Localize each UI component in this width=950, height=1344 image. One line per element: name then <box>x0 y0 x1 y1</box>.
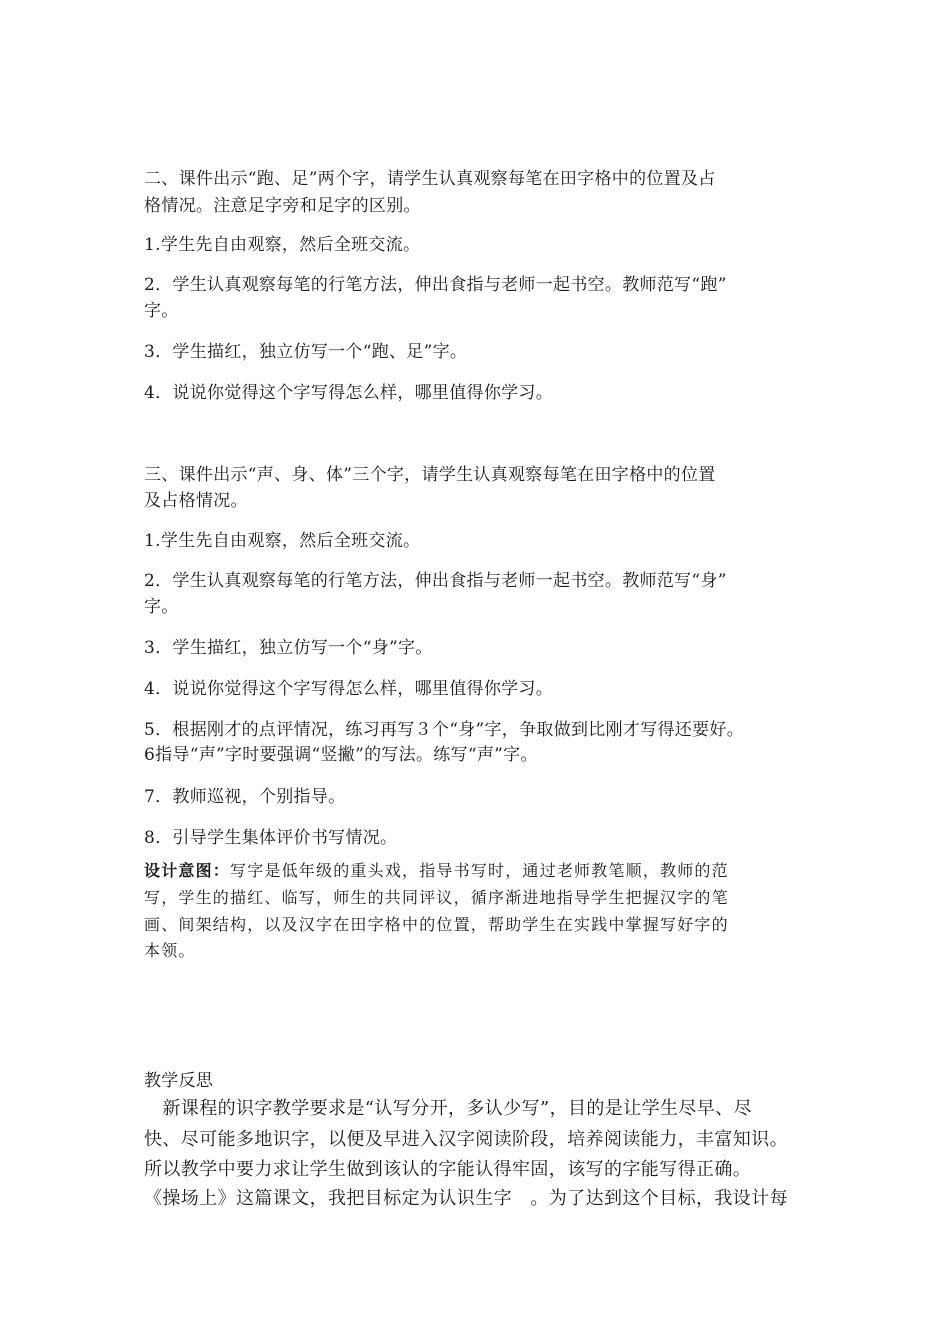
section3-item-6: 6指导“声”字时要强调“竖撇”的写法。练写“声”字。 <box>144 745 538 765</box>
section2-item-1: 1.学生先自由观察，然后全班交流。 <box>144 235 421 255</box>
section2-item-2-line1: 2．学生认真观察每笔的行笔方法，伸出食指与老师一起书空。教师范写“跑” <box>144 275 727 295</box>
section2-heading-line1: 二、课件出示“跑、足”两个字，请学生认真观察每笔在田字格中的位置及占 <box>144 169 716 189</box>
design-intent-label: 设计意图： <box>144 861 231 880</box>
section3-item-4: 4．说说你觉得这个字写得怎么样，哪里值得你学习。 <box>144 679 554 699</box>
design-intent-text-line1: 写字是低年级的重头戏，指导书写时，通过老师教笔顺，教师的范 <box>230 861 729 880</box>
design-intent-line4: 本领。 <box>144 941 196 960</box>
reflection-line1: 新课程的识字教学要求是“认写分开，多认少写”，目的是让学生尽早、尽 <box>144 1098 753 1119</box>
section2-item-4: 4．说说你觉得这个字写得怎么样，哪里值得你学习。 <box>144 383 554 403</box>
design-intent-line1 <box>144 859 824 883</box>
section3-item-5: 5．根据刚才的点评情况，练习再写３个“身”字，争取做到比刚才写得还要好。 <box>144 720 744 740</box>
reflection-line2: 快、尽可能多地识字，以便及早进入汉字阅读阶段，培养阅读能力，丰富知识。 <box>144 1129 788 1150</box>
design-intent-line3: 画、间架结构，以及汉字在田字格中的位置，帮助学生在实践中掌握写好字的 <box>144 915 729 934</box>
section3-heading-line1: 三、课件出示“声、身、体”三个字，请学生认真观察每笔在田字格中的位置 <box>144 465 716 485</box>
reflection-title: 教学反思 <box>144 1071 214 1091</box>
reflection-line4: 《操场上》这篇课文，我把目标定为认识生字 。为了达到这个目标，我设计每 <box>144 1188 788 1209</box>
section3-item-3: 3．学生描红，独立仿写一个“身”字。 <box>144 638 433 658</box>
reflection-line3: 所以教学中要力求让学生做到该认的字能认得牢固，该写的字能写得正确。 <box>144 1159 752 1180</box>
design-intent-line2: 写，学生的描红、临写，师生的共同评议，循序渐进地指导学生把握汉字的笔 <box>144 888 729 907</box>
section2-heading-line2: 格情况。注意足字旁和足字的区别。 <box>144 196 421 216</box>
section3-item-2-line1: 2．学生认真观察每笔的行笔方法，伸出食指与老师一起书空。教师范写“身” <box>144 571 727 591</box>
section3-item-2-line2: 字。 <box>144 597 179 617</box>
section3-heading-line2: 及占格情况。 <box>144 491 248 511</box>
section2-item-3: 3．学生描红，独立仿写一个“跑、足”字。 <box>144 342 468 362</box>
section2-item-2-line2: 字。 <box>144 301 179 321</box>
section3-item-8: 8．引导学生集体评价书写情况。 <box>144 828 398 848</box>
section3-item-7: 7．教师巡视，个别指导。 <box>144 787 346 807</box>
section3-item-1: 1.学生先自由观察，然后全班交流。 <box>144 531 421 551</box>
